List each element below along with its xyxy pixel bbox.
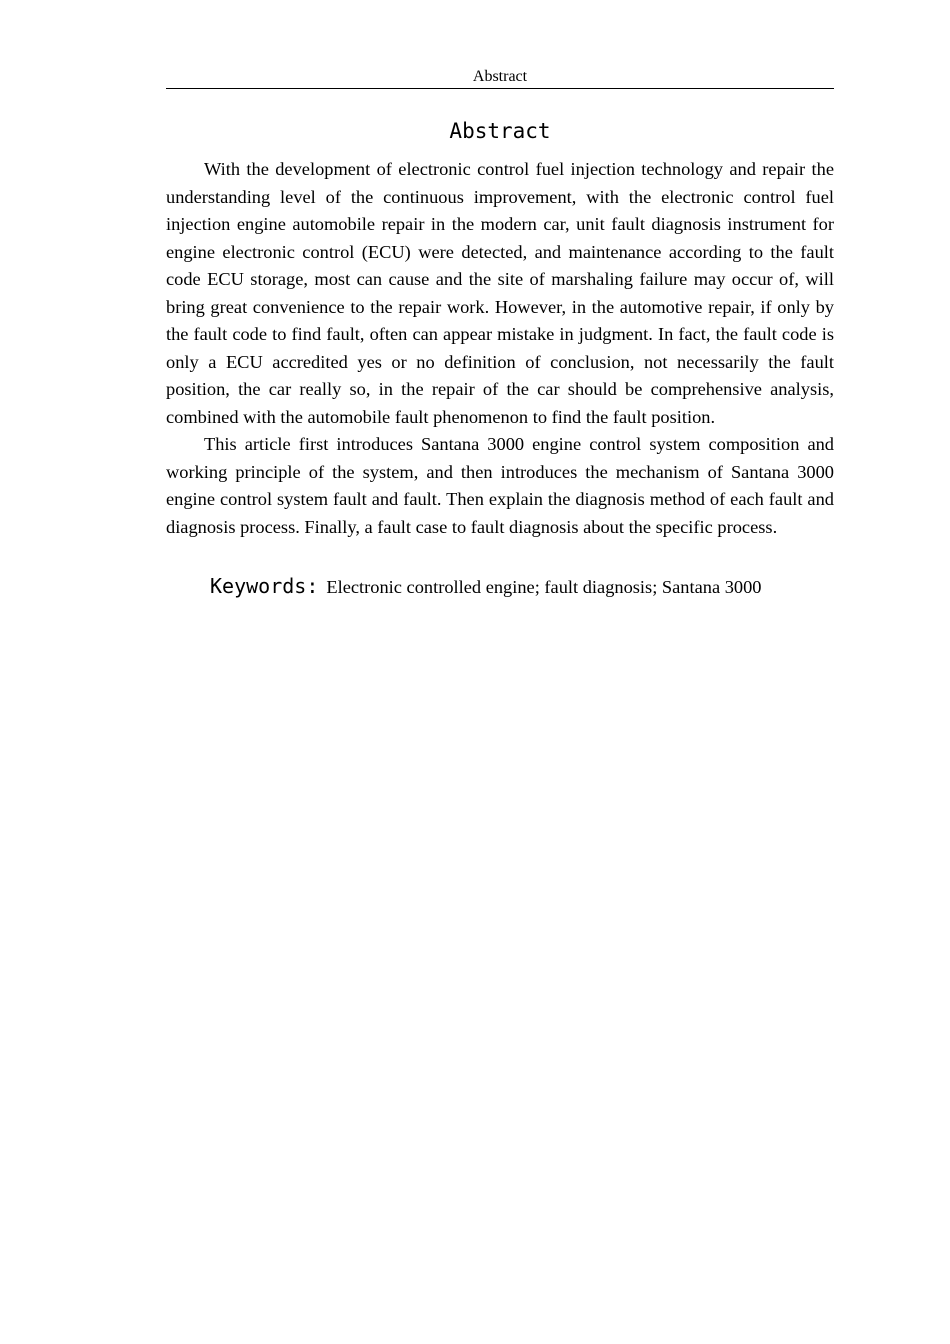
abstract-body [166,156,834,541]
keywords-line [210,572,834,601]
keywords-label: Keywords [210,574,307,598]
abstract-paragraph-2: This article first introduces Santana 3000 engine control system composition and working principle of the system, and then introduces the mechanism of Santana 3000 engine control system fault and fault. Then explain the diagnosis method of each fault and diagnosis process. Finally, a fault case to fault diagnosis about the specific process. [166,434,834,537]
header-rule [166,88,834,89]
abstract-paragraph-1: With the development of electronic control fuel injection technology and repair the understanding level of the continuous improvement, with the electronic control fuel injection engine automobile repair in the modern car, unit fault diagnosis instrument for engine electronic control (ECU) were detected, and maintenance according to the fault code ECU storage, most can cause and the site of marshaling failure may occur of, will bring great convenience to the repair work. However, in the automotive repair, if only by the fault code to find fault, often can appear mistake in judgment. In fact, the fault code is only a ECU accredited yes or no definition of conclusion, not necessarily the fault position, the car really so, in the repair of the car should be comprehensive analysis, combined with the automobile fault phenomenon to find the fault position. [166,159,834,427]
abstract-title: Abstract [449,119,551,143]
running-header: Abstract [472,68,528,85]
keywords-text: Electronic controlled engine; fault diagnosis; Santana 3000 [326,577,762,597]
keywords-separator: : [306,574,319,598]
